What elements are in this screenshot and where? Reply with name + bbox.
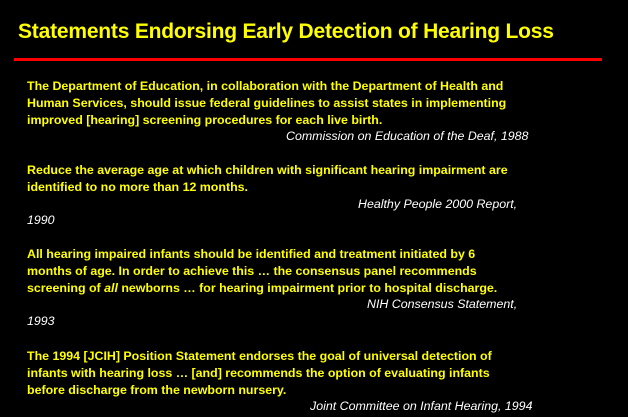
- statement-4-line-2: infants with hearing loss … [and] recommends the option of evaluating infants: [27, 365, 490, 380]
- statement-3-line-3: [27, 280, 517, 297]
- statement-2-source-year: 1990: [27, 213, 55, 228]
- slide-title: Statements Endorsing Early Detection of Hearing Loss: [18, 20, 554, 43]
- statement-3-source: NIH Consensus Statement,: [367, 297, 518, 312]
- statement-4: [27, 348, 532, 415]
- statement-3-line-1: All hearing impaired infants should be identified and treatment initiated by 6: [27, 247, 476, 261]
- statement-3-line-2: months of age. In order to achieve this … the consensus panel recommends: [27, 263, 477, 278]
- statement-1: [27, 78, 528, 145]
- statement-1-line-3: improved [hearing] screening procedures for each live birth.: [27, 112, 383, 127]
- title-underline: [14, 58, 602, 61]
- statement-1-line-2: Human Services, should issue federal guidelines to assist states in implementing: [27, 95, 507, 110]
- statement-3: [27, 246, 517, 330]
- statement-3-line-3-pre: screening of: [27, 280, 105, 295]
- statement-1-line-1: The Department of Education, in collaboration with the Department of Health and: [27, 79, 504, 93]
- statement-2-line-2: identified to no more than 12 months.: [27, 179, 248, 194]
- statement-4-line-3: before discharge from the newborn nursery.: [27, 382, 287, 397]
- statement-3-emphasis: all: [104, 280, 118, 295]
- statement-2-line-1: Reduce the average age at which children with significant hearing impairment are: [27, 163, 508, 177]
- statement-4-source: Joint Committee on Infant Hearing, 1994: [310, 399, 533, 414]
- statement-1-source: Commission on Education of the Deaf, 1988: [286, 129, 529, 144]
- statement-2: [27, 162, 517, 229]
- statement-3-line-3-post: newborns … for hearing impairment prior to hospital discharge.: [117, 280, 498, 295]
- statement-2-source: Healthy People 2000 Report,: [358, 196, 518, 211]
- statement-4-line-1: The 1994 [JCIH] Position Statement endorses the goal of universal detection of: [27, 349, 492, 363]
- statement-3-source-year: 1993: [27, 314, 55, 329]
